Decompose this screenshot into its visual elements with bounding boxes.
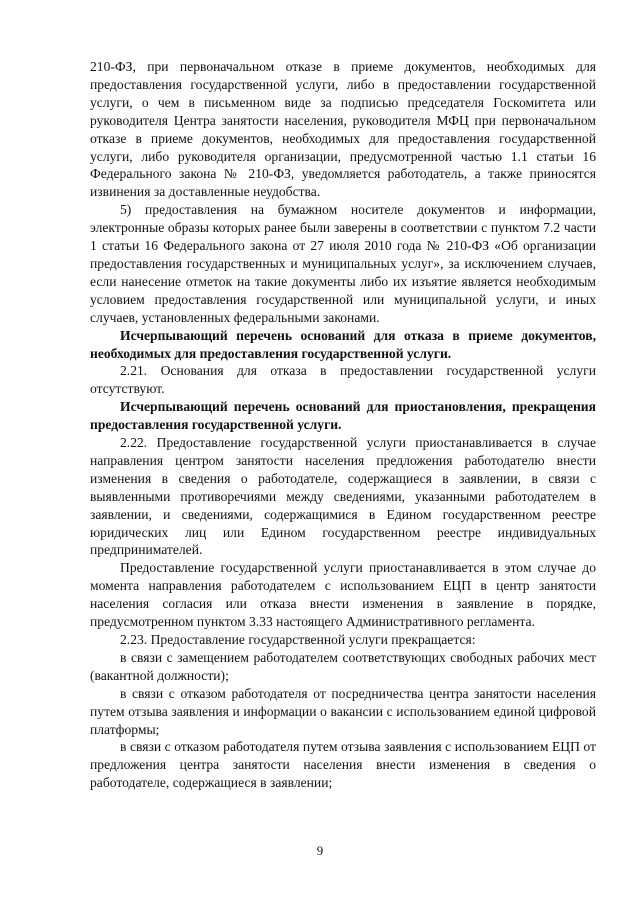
list-item-withdrawal-changes: в связи с отказом работодателя путем отзыва заявления с использованием ЕЦП от предложения центра занятости населения внести изменения в сведения о работодателе, содержащиеся в заявлении; bbox=[90, 739, 596, 791]
paragraph-2-22: 2.22. Предоставление государственной услуги приостанавливается в случае направления центром занятости населения предложения работодателю внести изменения в сведения о работодателе, содержащиеся в заявлении, в связи с выявленными противоречиями между сведениями, указанными работодателем в заявлении, и сведениями, содержащимися в Едином государственном реестре юридических лиц или Едином государственном реестре индивидуальных предпринимателей. bbox=[90, 435, 596, 558]
paragraph-2-21: 2.21. Основания для отказа в предоставлении государственной услуги отсутствуют. bbox=[90, 363, 596, 397]
heading-suspension-grounds: Исчерпывающий перечень оснований для приостановления, прекращения предоставления государственной услуги. bbox=[90, 399, 596, 433]
paragraph-suspension-period: Предоставление государственной услуги приостанавливается в этом случае до момента направления работодателем с использованием ЕЦП в центр занятости населения согласия или отказа внести изменения в заявление в порядке, предусмотренном пунктом 3.33 настоящего Административного регламента. bbox=[90, 560, 596, 630]
paragraph-2-23: 2.23. Предоставление государственной услуги прекращается: bbox=[120, 632, 476, 647]
paragraph-item-5: 5) предоставления на бумажном носителе документов и информации, электронные образы которых ранее были заверены в соответствии с пунктом 7.2 части 1 статьи 16 Федерального закона от 27 июля 2010 года № 210-ФЗ «Об организации предоставления государственных и муниципальных услуг», за исключением случаев, если нанесение отметок на такие документы либо их изъятие является необходимым условием предоставления государственной или муниципальной услуги, и иных случаев, установленных федеральными законами. bbox=[90, 202, 596, 325]
list-item-vacancy-filled: в связи с замещением работодателем соответствующих свободных рабочих мест (вакантной должности); bbox=[90, 649, 596, 683]
list-item-withdrawal-mediation: в связи с отказом работодателя от посредничества центра занятости населения путем отзыва заявления и информации о вакансии с использованием единой цифровой платформы; bbox=[90, 685, 596, 737]
paragraph-notification: 210-ФЗ, при первоначальном отказе в приеме документов, необходимых для предоставления государственной услуги, либо в предоставлении государственной услуги, о чем в письменном виде за подписью председателя Госкомитета или руководителя Центра занятости населения, руководителя МФЦ при первоначальном отказе в приеме документов, необходимых для предоставления государственной услуги, либо руководителя организации, предусмотренной частью 1.1 статьи 16 Федерального закона № 210-ФЗ, уведомляется работодатель, а также приносятся извинения за доставленные неудобства. bbox=[90, 59, 596, 200]
heading-refusal-grounds: Исчерпывающий перечень оснований для отказа в приеме документов, необходимых для предоставления государственной услуги. bbox=[90, 327, 596, 361]
page-number: 9 bbox=[316, 843, 324, 858]
document-body bbox=[90, 58, 596, 792]
